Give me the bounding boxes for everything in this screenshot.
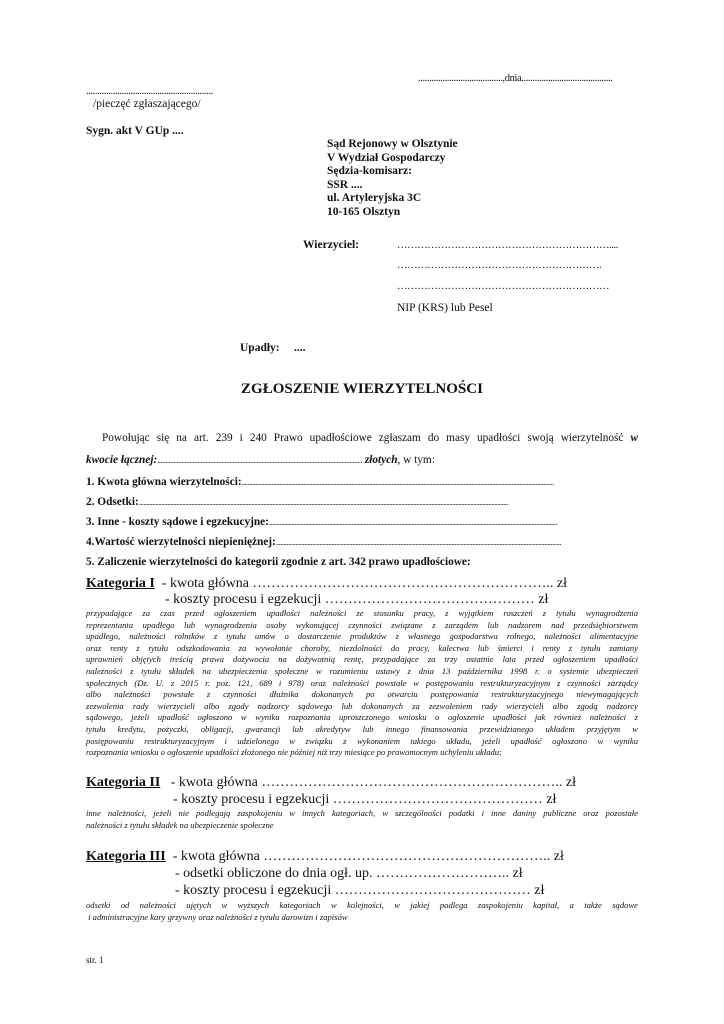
intro-line-1 [86,432,638,444]
case-reference: Sygn. akt V GUp .... [86,125,184,137]
desc-line: należności z tytułu składek na ubezpieczenia społeczne w rozumieniu ustawy z dnia 13 października 1998 r. o systemie ubezpieczeń [86,665,638,676]
desc-line: uprawnień objętych treścią prawa dożywocia na dożywotnią rentę, przypadające za trzy ostatnie lata przed ogłoszeniem upadłości [86,654,638,665]
item-label: 3. Inne - koszty sądowe i egzekucyjne: [86,516,269,528]
category-1-name: Kategoria I [86,576,155,591]
category-1-principal[interactable]: - kwota główna ……………………………………………………….. zł [161,576,568,591]
item-non-monetary [86,536,638,548]
creditor-label: Wierzyciel: [303,239,359,251]
desc-line: społecznych (Dz. U. z 2015 r. poz. 121, 689 i 978) oraz należności powstałe w postępowaniu restrukturyzacyjnym z czynności zarządcy [86,677,638,688]
intro-em-total: kwocie łącznej: [86,454,158,466]
debtor-value[interactable]: .... [294,342,306,354]
court-line: ul. Artyleryjska 3C [327,192,422,205]
creditor-line-2[interactable]: ……………………………………………………. [397,260,602,271]
item-fill[interactable]: .............................................................................................................................................................................................. [275,538,561,547]
category-3-costs[interactable]: - koszty procesu i egzekucji …………………………………… zł [175,883,545,898]
intro-tail: , w tym: [397,454,435,466]
desc-line: należności z tytułu składek na ubezpieczenie społeczne [86,819,274,830]
item-label: 2. Odsetki: [86,496,139,508]
item-fill[interactable]: ................................................................................................................................................................................................ [268,518,557,527]
stamp-label: /pieczęć zgłaszającego/ [93,98,201,110]
court-line: Sędzia-komisarz: [327,165,412,178]
desc-line: przypadające za czas przed ogłoszeniem upadłości należności ze stosunku pracy, z wyjątkiem roszczeń z tytułu wynagrodzenia [86,608,638,618]
court-line: V Wydział Gospodarczy [327,151,446,164]
category-1-description [86,608,638,759]
court-line: Sąd Rejonowy w Olsztynie [327,138,458,150]
court-line: SSR .... [327,178,363,191]
intro-line-2 [86,454,638,466]
creditor-line-3[interactable]: ……………………………………………………… [397,281,610,292]
desc-line: upadłego, należności rolników z tytułu umów o dostarczenie produktów z własnego gospodarstwa rolnego, należności alimentacyjne [86,631,638,642]
desc-line: i administracyjne kary grzywny oraz należności z tytułu darowizn i zapisów [86,911,348,922]
desc-line: rozpoznania wniosku o ogłoszenie upadłości złożonego nie później niż trzy miesiące po prawomocnym uchyleniu układu; [86,747,502,758]
category-3-interest[interactable]: - odsetki obliczone do dnia ogł. up. ……………………….. zł [175,866,523,881]
item-label: 5. Zaliczenie wierzytelności do kategorii zgodnie z art. 342 prawo upadłościowe: [86,556,471,568]
desc-line: albo należności powstałe z czynności dłużnika dokonanych po otwarciu postępowania restrukturyzacyjnego niewymagających [86,689,638,700]
desc-line: oraz renty z tytułu odszkodowania za wywołanie choroby, niezdolności do pracy, kalectwa lub śmierci i renty z tytułu zamiany [86,642,638,653]
category-3-principal[interactable]: - kwota główna …………………………………………………….. zł [172,849,564,864]
stamp-dots: ......................................................... [86,86,213,97]
desc-line: sądowego, jeżeli upadłość ogłoszono w wyniku rozpoznania uproszczonego wniosku o ogłoszenie upadłości jak również należności z [86,712,638,723]
category-1-row-1 [86,576,567,592]
item-costs [86,516,638,528]
category-2-row-1 [86,775,576,791]
intro-zlotych: złotych [364,454,398,466]
category-3-name: Kategoria III [86,849,166,864]
court-address [327,138,458,220]
intro-text: Powołując się na art. 239 i 240 Prawo upadłościowe zgłaszam do masy upadłości swoją wierzytelność [102,432,624,444]
date-line: ......................................,dnia......................................... [418,73,613,84]
item-label: 1. Kwota główna wierzytelności: [86,476,242,488]
desc-line: tytułu kredytu, pożyczki, obligacji, gwarancji lub akredytyw lub innego finansowania przewidzianego układem przyjętym w [86,723,638,734]
creditor-id-hint: NIP (KRS) lub Pesel [397,302,493,314]
desc-line: postępowaniu restrukturyzacyjnym i udzielonego w związku z wykonaniem takiego układu, jeżeli upadłość ogłoszono w wyniku [86,735,638,746]
item-principal [86,476,638,488]
item-fill[interactable]: ...................................................................................................................................................................................................................................................... [138,498,508,507]
desc-line: reprezentanta upadłego lub wynagrodzenia osoby wykonującej czynności związane z zarządem lub nadzorem nad przedsiębiorstwem [86,619,638,630]
court-line: 10-165 Olsztyn [327,205,401,218]
category-2-description [86,808,638,831]
intro-em-w: w [630,432,639,444]
desc-line: zezwolenia rady wierzycieli albo zgody nadzorcy sądowego lub dokonanych za zezwoleniem rady wierzycieli albo zgodą nadzorcy [86,700,638,711]
total-amount-dots[interactable]: ................................................................................................................................ [157,456,363,465]
item-fill[interactable]: ................................................................................................................................................................................................................ [241,478,554,487]
desc-line: inne należności, jeżeli nie podlegają zaspokojeniu w innych kategoriach, w szczególności podatki i inne daniny publiczne oraz pozostałe [86,808,638,818]
item-category-assignment [86,556,638,568]
category-2-costs[interactable]: - koszty procesu i egzekucji ……………………………………… zł [173,792,557,807]
page-number: str. 1 [86,955,104,965]
category-3-description [86,900,638,923]
desc-line: odsetki od należności ujętych w wyższych kategoriach w kolejności, w jakiej podlega zaspokojeniu kapitał, a także sądowe [86,900,638,910]
document-title: ZGŁOSZENIE WIERZYTELNOŚCI [241,381,483,397]
item-label: 4.Wartość wierzytelności niepieniężnej: [86,536,276,548]
category-2-principal[interactable]: - kwota główna ……………………………………………………….. zł [170,775,576,790]
debtor-label: Upadły: [240,342,280,354]
category-1-costs[interactable]: - koszty procesu i egzekucji ……………………………………… zł [165,592,549,607]
creditor-line-1[interactable]: ……………………………………………………….... [397,240,619,251]
category-3-row-1 [86,849,564,865]
item-interest [86,496,638,508]
category-2-name: Kategoria II [86,775,161,790]
